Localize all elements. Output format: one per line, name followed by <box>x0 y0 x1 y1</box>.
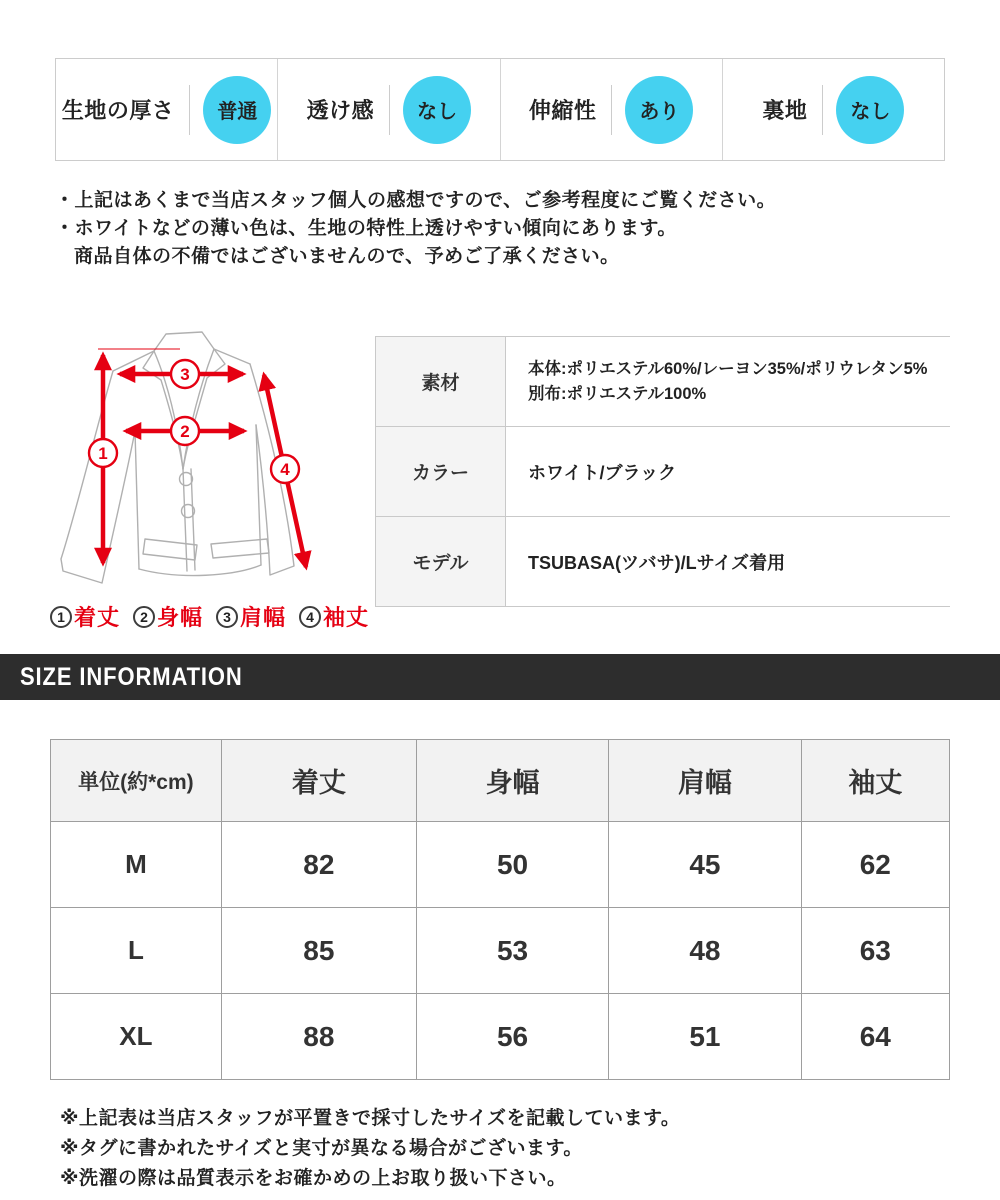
spec-value-material <box>506 337 951 427</box>
size-label: M <box>51 822 222 908</box>
attribute-value-badge: あり <box>625 76 693 144</box>
spec-value-line: TSUBASA(ツバサ)/Lサイズ着用 <box>528 552 786 573</box>
spec-header-material: 素材 <box>376 337 506 427</box>
note-line: ・上記はあくまで当店スタッフ個人の感想ですので、ご参考程度にご覧ください。 <box>55 190 777 211</box>
measurement-legend <box>50 601 375 632</box>
column-header-shoulder: 肩幅 <box>609 740 801 822</box>
note-line: ※タグに書かれたサイズと実寸が異なる場合がございます。 <box>60 1138 583 1159</box>
table-row <box>376 337 951 427</box>
staff-comment-notes <box>55 187 1000 271</box>
note-line: ※上記表は当店スタッフが平置きで採寸したサイズを記載しています。 <box>60 1108 681 1129</box>
column-header-length: 着丈 <box>221 740 416 822</box>
attribute-stretch <box>500 59 722 160</box>
size-label: L <box>51 908 222 994</box>
measurement-number-2 <box>171 417 199 445</box>
measurement-number-4 <box>271 455 299 483</box>
attribute-label: 透け感 <box>306 98 375 123</box>
table-row <box>51 908 950 994</box>
product-detail-section <box>0 319 1000 632</box>
sizing-disclaimer-notes <box>60 1104 1000 1194</box>
table-row <box>51 994 950 1080</box>
table-row <box>51 822 950 908</box>
measurement-value: 82 <box>221 822 416 908</box>
svg-text:1: 1 <box>98 444 108 463</box>
table-header-row <box>51 740 950 822</box>
legend-number: 2 <box>133 606 155 628</box>
note-line: ・ホワイトなどの薄い色は、生地の特性上透けやすい傾向にあります。 <box>55 218 677 239</box>
legend-number: 1 <box>50 606 72 628</box>
measurement-number-1 <box>89 439 117 467</box>
measurement-number-3 <box>171 360 199 388</box>
spec-value-color <box>506 427 951 517</box>
legend-item <box>216 601 286 632</box>
svg-text:4: 4 <box>280 460 290 479</box>
measurement-diagram <box>50 319 375 632</box>
fabric-attributes-box <box>55 58 945 161</box>
legend-item <box>299 601 369 632</box>
measurement-value: 88 <box>221 994 416 1080</box>
spec-header-model: モデル <box>376 517 506 607</box>
spec-value-line: 別布:ポリエステル100% <box>528 384 707 403</box>
divider <box>822 85 823 135</box>
table-row <box>376 517 951 607</box>
legend-label: 肩幅 <box>240 605 287 630</box>
attribute-value-badge: 普通 <box>203 76 271 144</box>
measurement-value: 53 <box>416 908 608 994</box>
column-header-sleeve: 袖丈 <box>801 740 949 822</box>
measurement-value: 50 <box>416 822 608 908</box>
measurement-value: 56 <box>416 994 608 1080</box>
legend-number: 3 <box>216 606 238 628</box>
note-line: 商品自体の不備ではございませんので、予めご了承ください。 <box>74 246 620 267</box>
attribute-value-badge: なし <box>836 76 904 144</box>
measurement-value: 64 <box>801 994 949 1080</box>
spec-value-model <box>506 517 951 607</box>
legend-label: 着丈 <box>74 605 121 630</box>
spec-header-color: カラー <box>376 427 506 517</box>
divider <box>611 85 612 135</box>
attribute-thickness <box>56 59 277 160</box>
measurement-value: 51 <box>609 994 801 1080</box>
legend-label: 袖丈 <box>323 605 370 630</box>
attribute-label: 裏地 <box>762 98 808 123</box>
svg-text:2: 2 <box>180 422 190 441</box>
column-header-unit: 単位(約*cm) <box>51 740 222 822</box>
attribute-label: 伸縮性 <box>528 98 597 123</box>
measurement-arrows <box>89 349 306 567</box>
svg-text:3: 3 <box>180 365 190 384</box>
divider <box>389 85 390 135</box>
size-label: XL <box>51 994 222 1080</box>
measurement-value: 48 <box>609 908 801 994</box>
note-line: ※洗濯の際は品質表示をお確かめの上お取り扱い下さい。 <box>60 1168 567 1189</box>
section-title: SIZE INFORMATION <box>20 662 243 691</box>
divider <box>189 85 190 135</box>
legend-item <box>133 601 203 632</box>
legend-number: 4 <box>299 606 321 628</box>
measurement-value: 63 <box>801 908 949 994</box>
spec-table <box>375 336 950 607</box>
size-information-banner <box>0 654 1000 700</box>
jacket-diagram-illustration <box>50 319 360 597</box>
measurement-value: 85 <box>221 908 416 994</box>
measurement-value: 45 <box>609 822 801 908</box>
size-table <box>50 739 950 1080</box>
legend-item <box>50 601 120 632</box>
attribute-sheerness <box>277 59 499 160</box>
legend-label: 身幅 <box>157 605 204 630</box>
measurement-value: 62 <box>801 822 949 908</box>
attribute-label: 生地の厚さ <box>61 98 175 123</box>
column-header-width: 身幅 <box>416 740 608 822</box>
attribute-value-badge: なし <box>403 76 471 144</box>
spec-value-line: ホワイト/ブラック <box>528 462 677 483</box>
spec-value-line: 本体:ポリエステル60%/レーヨン35%/ポリウレタン5% <box>528 359 928 378</box>
attribute-lining <box>722 59 944 160</box>
table-row <box>376 427 951 517</box>
